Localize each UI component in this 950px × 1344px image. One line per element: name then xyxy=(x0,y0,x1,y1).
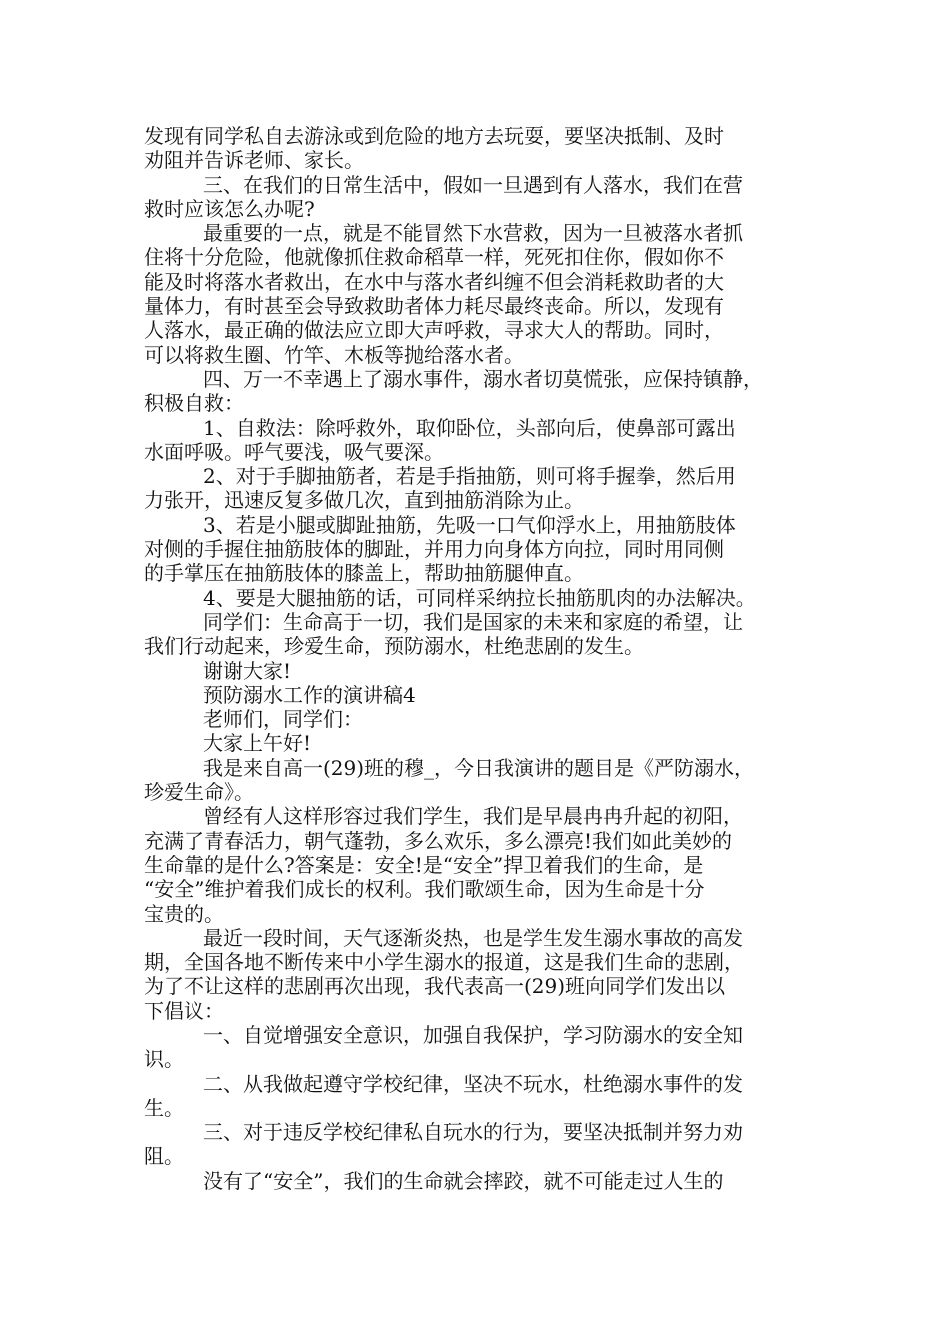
paragraph-line: 住将十分危险，他就像抓住救命稻草一样，死死扣住你，假如你不 xyxy=(144,245,724,270)
paragraph-line: 救时应该怎么办呢? xyxy=(144,196,315,221)
paragraph-line: 积极自救： xyxy=(144,391,244,416)
paragraph-line: 珍爱生命》。 xyxy=(144,780,254,805)
paragraph-line: “安全”维护着我们成长的权利。我们歌颂生命，因为生命是十分 xyxy=(144,877,705,902)
paragraph-line: 宝贵的。 xyxy=(144,901,224,926)
paragraph-first-line: 谢谢大家! xyxy=(203,658,292,683)
paragraph-first-line: 1、自救法：除呼救外，取仰卧位，头部向后，使鼻部可露出 xyxy=(203,415,736,440)
paragraph-line: 人落水，最正确的做法应立即大声呼救，寻求大人的帮助。同时， xyxy=(144,318,724,343)
paragraph-first-line: 4、要是大腿抽筋的话，可同样采纳拉长抽筋肌肉的办法解决。 xyxy=(203,585,756,610)
paragraph-line: 发现有同学私自去游泳或到危险的地方去玩耍，要坚决抵制、及时 xyxy=(144,124,724,148)
paragraph-line: 阻。 xyxy=(144,1144,184,1169)
paragraph-line: 力张开，迅速反复多做几次，直到抽筋消除为止。 xyxy=(144,488,584,513)
paragraph-first-line: 最近一段时间，天气逐渐炎热，也是学生发生溺水事故的高发 xyxy=(203,925,743,950)
paragraph-first-line: 曾经有人这样形容过我们学生，我们是早晨冉冉升起的初阳， xyxy=(203,804,743,829)
paragraph-first-line: 老师们，同学们： xyxy=(203,707,363,732)
paragraph-line: 对侧的手握住抽筋肢体的脚趾，并用力向身体方向拉，同时用同侧 xyxy=(144,537,724,562)
paragraph-first-line: 大家上午好! xyxy=(203,731,312,756)
paragraph-first-line: 同学们：生命高于一切，我们是国家的未来和家庭的希望，让 xyxy=(203,609,743,634)
paragraph-line: 充满了青春活力，朝气蓬勃，多么欢乐，多么漂亮!我们如此美妙的 xyxy=(144,828,733,853)
document-page xyxy=(144,124,812,1193)
document-body xyxy=(144,124,812,1193)
paragraph-line: 识。 xyxy=(144,1047,184,1072)
paragraph-line: 生。 xyxy=(144,1095,184,1120)
paragraph-line: 能及时将落水者救出，在水中与落水者纠缠不但会消耗救助者的大 xyxy=(144,269,724,294)
paragraph-line: 量体力，有时甚至会导致救助者体力耗尽最终丧命。所以，发现有 xyxy=(144,294,724,319)
paragraph-line: 水面呼吸。呼气要浅，吸气要深。 xyxy=(144,439,444,464)
paragraph-first-line: 二、从我做起遵守学校纪律，坚决不玩水，杜绝溺水事件的发 xyxy=(203,1071,743,1096)
paragraph-line: 我们行动起来，珍爱生命，预防溺水，杜绝悲剧的发生。 xyxy=(144,634,644,659)
paragraph-first-line: 最重要的一点，就是不能冒然下水营救，因为一旦被落水者抓 xyxy=(203,221,743,246)
paragraph-first-line: 我是来自高一(29)班的穆_，今日我演讲的题目是《严防溺水， xyxy=(203,755,755,780)
paragraph-first-line: 一、自觉增强安全意识，加强自我保护，学习防溺水的安全知 xyxy=(203,1022,743,1047)
paragraph-line: 劝阻并告诉老师、家长。 xyxy=(144,148,364,173)
paragraph-line: 生命靠的是什么?答案是：安全!是“安全”捍卫着我们的生命，是 xyxy=(144,852,704,877)
paragraph-first-line: 预防溺水工作的演讲稿4 xyxy=(203,682,416,707)
paragraph-first-line: 3、若是小腿或脚趾抽筋，先吸一口气仰浮水上，用抽筋肢体 xyxy=(203,512,736,537)
paragraph-line: 期，全国各地不断传来中小学生溺水的报道，这是我们生命的悲剧， xyxy=(144,950,744,975)
paragraph-first-line: 三、对于违反学校纪律私自玩水的行为，要坚决抵制并努力劝 xyxy=(203,1120,743,1145)
paragraph-first-line: 三、在我们的日常生活中，假如一旦遇到有人落水，我们在营 xyxy=(203,172,743,197)
paragraph-line: 可以将救生圈、竹竿、木板等抛给落水者。 xyxy=(144,342,524,367)
paragraph-line: 下倡议： xyxy=(144,998,224,1023)
paragraph-line: 为了不让这样的悲剧再次出现，我代表高一(29)班向同学们发出以 xyxy=(144,974,726,999)
paragraph-first-line: 2、对于手脚抽筋者，若是手指抽筋，则可将手握拳，然后用 xyxy=(203,464,736,489)
paragraph-first-line: 没有了“安全”，我们的生命就会摔跤，就不可能走过人生的 xyxy=(203,1168,724,1193)
paragraph-first-line: 四、万一不幸遇上了溺水事件，溺水者切莫慌张，应保持镇静， xyxy=(203,366,763,391)
paragraph-line: 的手掌压在抽筋肢体的膝盖上，帮助抽筋腿伸直。 xyxy=(144,561,584,586)
